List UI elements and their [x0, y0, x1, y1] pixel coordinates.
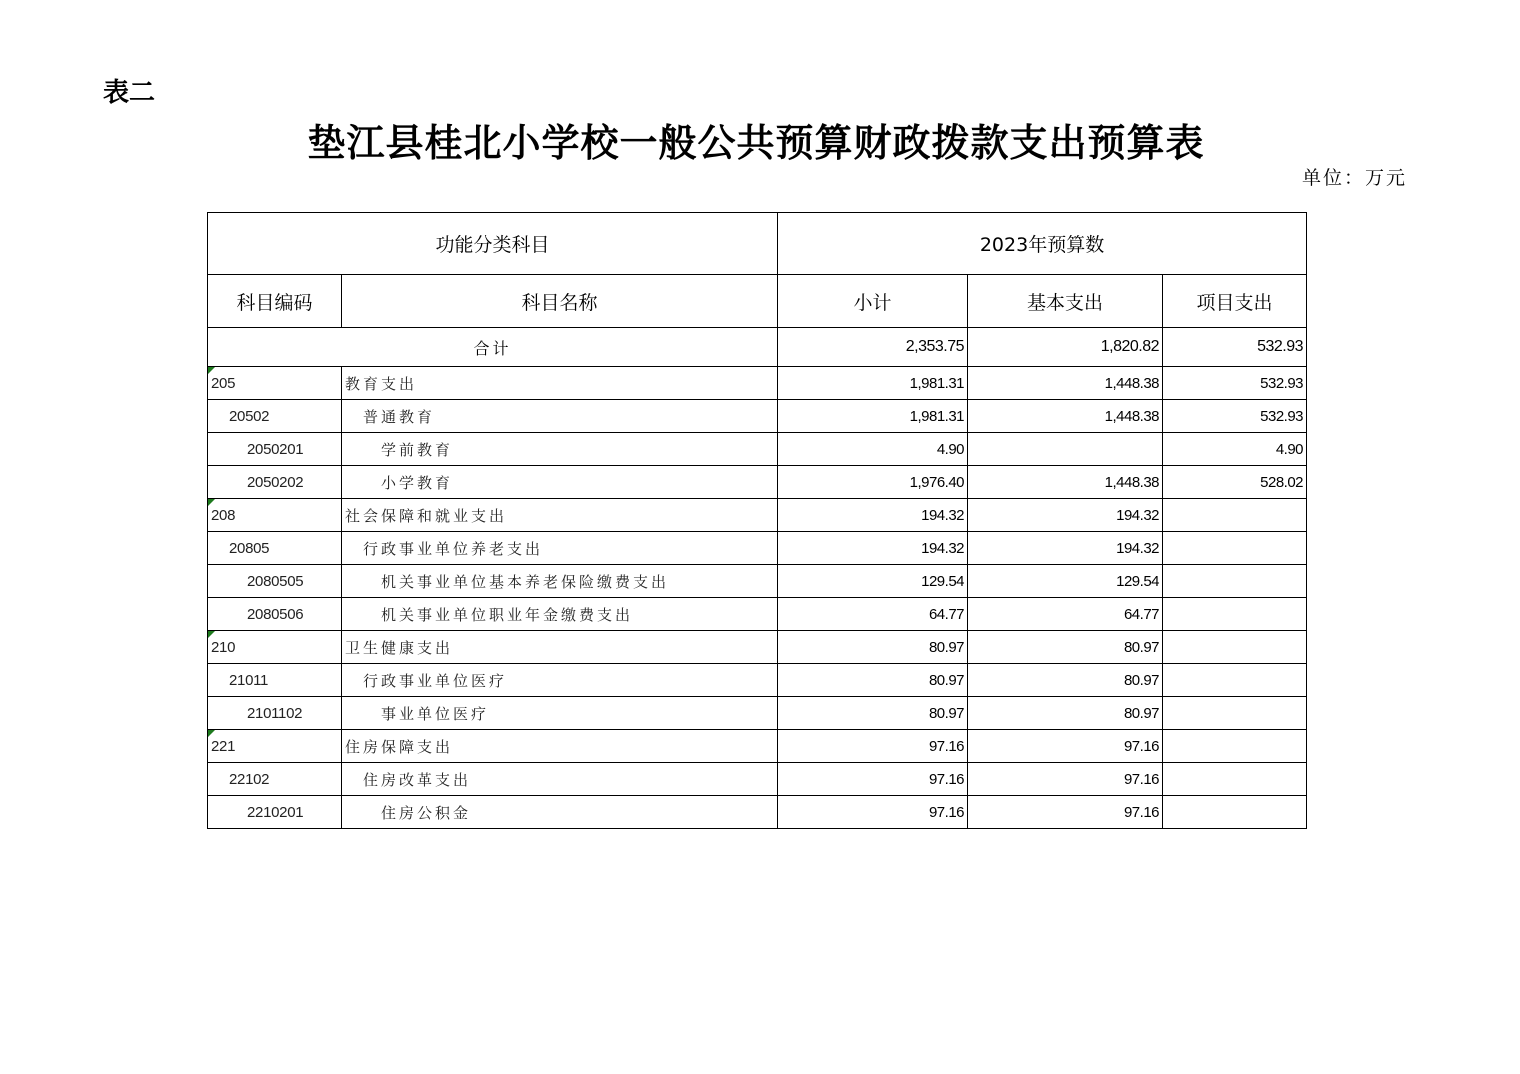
cell-marker-icon — [208, 499, 215, 506]
row-basic-text: 1,448.38 — [1104, 407, 1160, 425]
group-header-row — [208, 213, 1307, 275]
row-subtotal-text: 80.97 — [928, 638, 965, 656]
row-code-text: 2210201 — [247, 803, 304, 821]
row-name-text: 住房公积金 — [381, 803, 472, 822]
row-subtotal — [778, 466, 968, 499]
unit-label: 单位：万元 — [1302, 167, 1408, 189]
table-row — [208, 664, 1307, 697]
row-name-text: 卫生健康支出 — [345, 638, 454, 657]
row-code-text: 2080506 — [247, 605, 304, 623]
row-name-text: 小学教育 — [381, 473, 454, 492]
row-basic — [968, 598, 1163, 631]
row-code-text: 208 — [211, 506, 236, 524]
row-subtotal — [778, 433, 968, 466]
row-basic — [968, 697, 1163, 730]
row-project — [1163, 565, 1307, 598]
budget-2023-header: 2023年预算数 — [778, 213, 1307, 275]
total-project: 532.93 — [1163, 328, 1307, 367]
row-name — [342, 532, 778, 565]
row-name-text: 机关事业单位基本养老保险缴费支出 — [381, 572, 670, 591]
row-name — [342, 367, 778, 400]
table-row — [208, 400, 1307, 433]
row-basic-text: 80.97 — [1123, 704, 1160, 722]
table-row — [208, 532, 1307, 565]
table-row — [208, 367, 1307, 400]
table-row — [208, 697, 1307, 730]
row-basic-text: 64.77 — [1123, 605, 1160, 623]
row-code — [208, 763, 342, 796]
table-row — [208, 631, 1307, 664]
row-subtotal-text: 97.16 — [928, 737, 965, 755]
row-code-text: 2050202 — [247, 473, 304, 491]
row-basic-text: 97.16 — [1123, 770, 1160, 788]
row-code — [208, 697, 342, 730]
row-project-text: 528.02 — [1260, 473, 1304, 491]
row-code — [208, 664, 342, 697]
row-name-text: 机关事业单位职业年金缴费支出 — [381, 605, 634, 624]
row-name — [342, 400, 778, 433]
row-code-text: 22102 — [229, 770, 270, 788]
row-basic-text: 1,448.38 — [1104, 374, 1160, 392]
row-name — [342, 763, 778, 796]
row-basic-text: 1,448.38 — [1104, 473, 1160, 491]
row-subtotal-text: 1,981.31 — [909, 374, 965, 392]
row-project — [1163, 697, 1307, 730]
row-basic-text: 80.97 — [1123, 638, 1160, 656]
row-subtotal — [778, 697, 968, 730]
row-project-text: 532.93 — [1260, 407, 1304, 425]
row-basic — [968, 763, 1163, 796]
total-row — [208, 328, 1307, 367]
row-basic — [968, 400, 1163, 433]
total-label: 合计 — [208, 328, 778, 367]
row-subtotal — [778, 796, 968, 829]
row-subtotal-text: 97.16 — [928, 770, 965, 788]
row-name — [342, 730, 778, 763]
row-name-text: 行政事业单位医疗 — [363, 671, 508, 690]
table-row — [208, 565, 1307, 598]
row-name — [342, 631, 778, 664]
table-row — [208, 433, 1307, 466]
row-basic — [968, 664, 1163, 697]
column-header-code: 科目编码 — [208, 275, 342, 328]
row-subtotal-text: 80.97 — [928, 704, 965, 722]
row-name — [342, 499, 778, 532]
row-basic-text: 97.16 — [1123, 737, 1160, 755]
row-subtotal — [778, 631, 968, 664]
row-project — [1163, 466, 1307, 499]
row-basic — [968, 532, 1163, 565]
row-code — [208, 565, 342, 598]
row-code — [208, 400, 342, 433]
row-project — [1163, 433, 1307, 466]
row-name — [342, 796, 778, 829]
row-code-text: 20502 — [229, 407, 270, 425]
row-name-text: 普通教育 — [363, 407, 436, 426]
row-subtotal-text: 194.32 — [921, 539, 965, 557]
cell-marker-icon — [208, 631, 215, 638]
row-code-text: 2080505 — [247, 572, 304, 590]
row-basic — [968, 730, 1163, 763]
row-name — [342, 433, 778, 466]
row-basic-text: 97.16 — [1123, 803, 1160, 821]
row-basic-text: 194.32 — [1116, 506, 1160, 524]
row-project — [1163, 763, 1307, 796]
row-basic — [968, 433, 1163, 466]
row-subtotal — [778, 664, 968, 697]
row-subtotal — [778, 367, 968, 400]
row-subtotal-text: 194.32 — [921, 506, 965, 524]
row-project — [1163, 598, 1307, 631]
row-subtotal — [778, 400, 968, 433]
row-code-text: 2050201 — [247, 440, 304, 458]
row-code-text: 210 — [211, 638, 236, 656]
row-subtotal — [778, 565, 968, 598]
row-basic — [968, 796, 1163, 829]
row-name — [342, 697, 778, 730]
row-code — [208, 466, 342, 499]
row-name-text: 社会保障和就业支出 — [345, 506, 508, 525]
row-code — [208, 532, 342, 565]
column-header-row — [208, 275, 1307, 328]
row-code-text: 2101102 — [247, 704, 303, 722]
row-code — [208, 730, 342, 763]
table-row — [208, 730, 1307, 763]
column-header-name: 科目名称 — [342, 275, 778, 328]
row-name — [342, 565, 778, 598]
row-code — [208, 433, 342, 466]
row-name-text: 学前教育 — [381, 440, 454, 459]
total-subtotal: 2,353.75 — [778, 328, 968, 367]
row-subtotal — [778, 763, 968, 796]
row-basic — [968, 367, 1163, 400]
column-header-project: 项目支出 — [1163, 275, 1307, 328]
row-code-text: 221 — [211, 737, 236, 755]
row-code — [208, 367, 342, 400]
row-basic-text: 129.54 — [1116, 572, 1160, 590]
row-name-text: 住房改革支出 — [363, 770, 472, 789]
table-row — [208, 466, 1307, 499]
row-code-text: 20805 — [229, 539, 270, 557]
row-project-text: 4.90 — [1275, 440, 1304, 458]
row-subtotal-text: 80.97 — [928, 671, 965, 689]
row-project — [1163, 796, 1307, 829]
functional-category-header: 功能分类科目 — [208, 213, 778, 275]
row-subtotal — [778, 532, 968, 565]
row-name-text: 行政事业单位养老支出 — [363, 539, 544, 558]
column-header-subtotal: 小计 — [778, 275, 968, 328]
table-row — [208, 796, 1307, 829]
row-code-text: 205 — [211, 374, 236, 392]
row-subtotal-text: 97.16 — [928, 803, 965, 821]
row-project — [1163, 400, 1307, 433]
column-header-basic: 基本支出 — [968, 275, 1163, 328]
cell-marker-icon — [208, 730, 215, 737]
row-subtotal-text: 129.54 — [921, 572, 965, 590]
row-code — [208, 796, 342, 829]
row-project — [1163, 730, 1307, 763]
row-name — [342, 466, 778, 499]
row-basic-text: 80.97 — [1123, 671, 1160, 689]
row-project — [1163, 664, 1307, 697]
row-name — [342, 664, 778, 697]
budget-table — [207, 212, 1307, 829]
row-code — [208, 598, 342, 631]
row-code — [208, 499, 342, 532]
table-row — [208, 499, 1307, 532]
row-code — [208, 631, 342, 664]
cell-marker-icon — [208, 367, 215, 374]
page-title: 垫江县桂北小学校一般公共预算财政拨款支出预算表 — [307, 120, 1205, 165]
row-subtotal — [778, 730, 968, 763]
row-code-text: 21011 — [229, 671, 269, 689]
row-name-text: 住房保障支出 — [345, 737, 454, 756]
row-project — [1163, 367, 1307, 400]
row-basic — [968, 631, 1163, 664]
row-subtotal-text: 1,981.31 — [909, 407, 965, 425]
table-row — [208, 763, 1307, 796]
row-subtotal-text: 1,976.40 — [909, 473, 965, 491]
row-project-text: 532.93 — [1260, 374, 1304, 392]
row-name — [342, 598, 778, 631]
row-subtotal-text: 4.90 — [936, 440, 965, 458]
row-project — [1163, 499, 1307, 532]
row-basic — [968, 565, 1163, 598]
table-number-label: 表二 — [103, 78, 156, 108]
row-name-text: 教育支出 — [345, 374, 418, 393]
row-basic — [968, 466, 1163, 499]
row-project — [1163, 631, 1307, 664]
row-subtotal — [778, 598, 968, 631]
row-project — [1163, 532, 1307, 565]
row-basic-text: 194.32 — [1116, 539, 1160, 557]
row-subtotal-text: 64.77 — [928, 605, 965, 623]
row-basic — [968, 499, 1163, 532]
row-subtotal — [778, 499, 968, 532]
table-row — [208, 598, 1307, 631]
total-basic: 1,820.82 — [968, 328, 1163, 367]
row-name-text: 事业单位医疗 — [381, 704, 490, 723]
